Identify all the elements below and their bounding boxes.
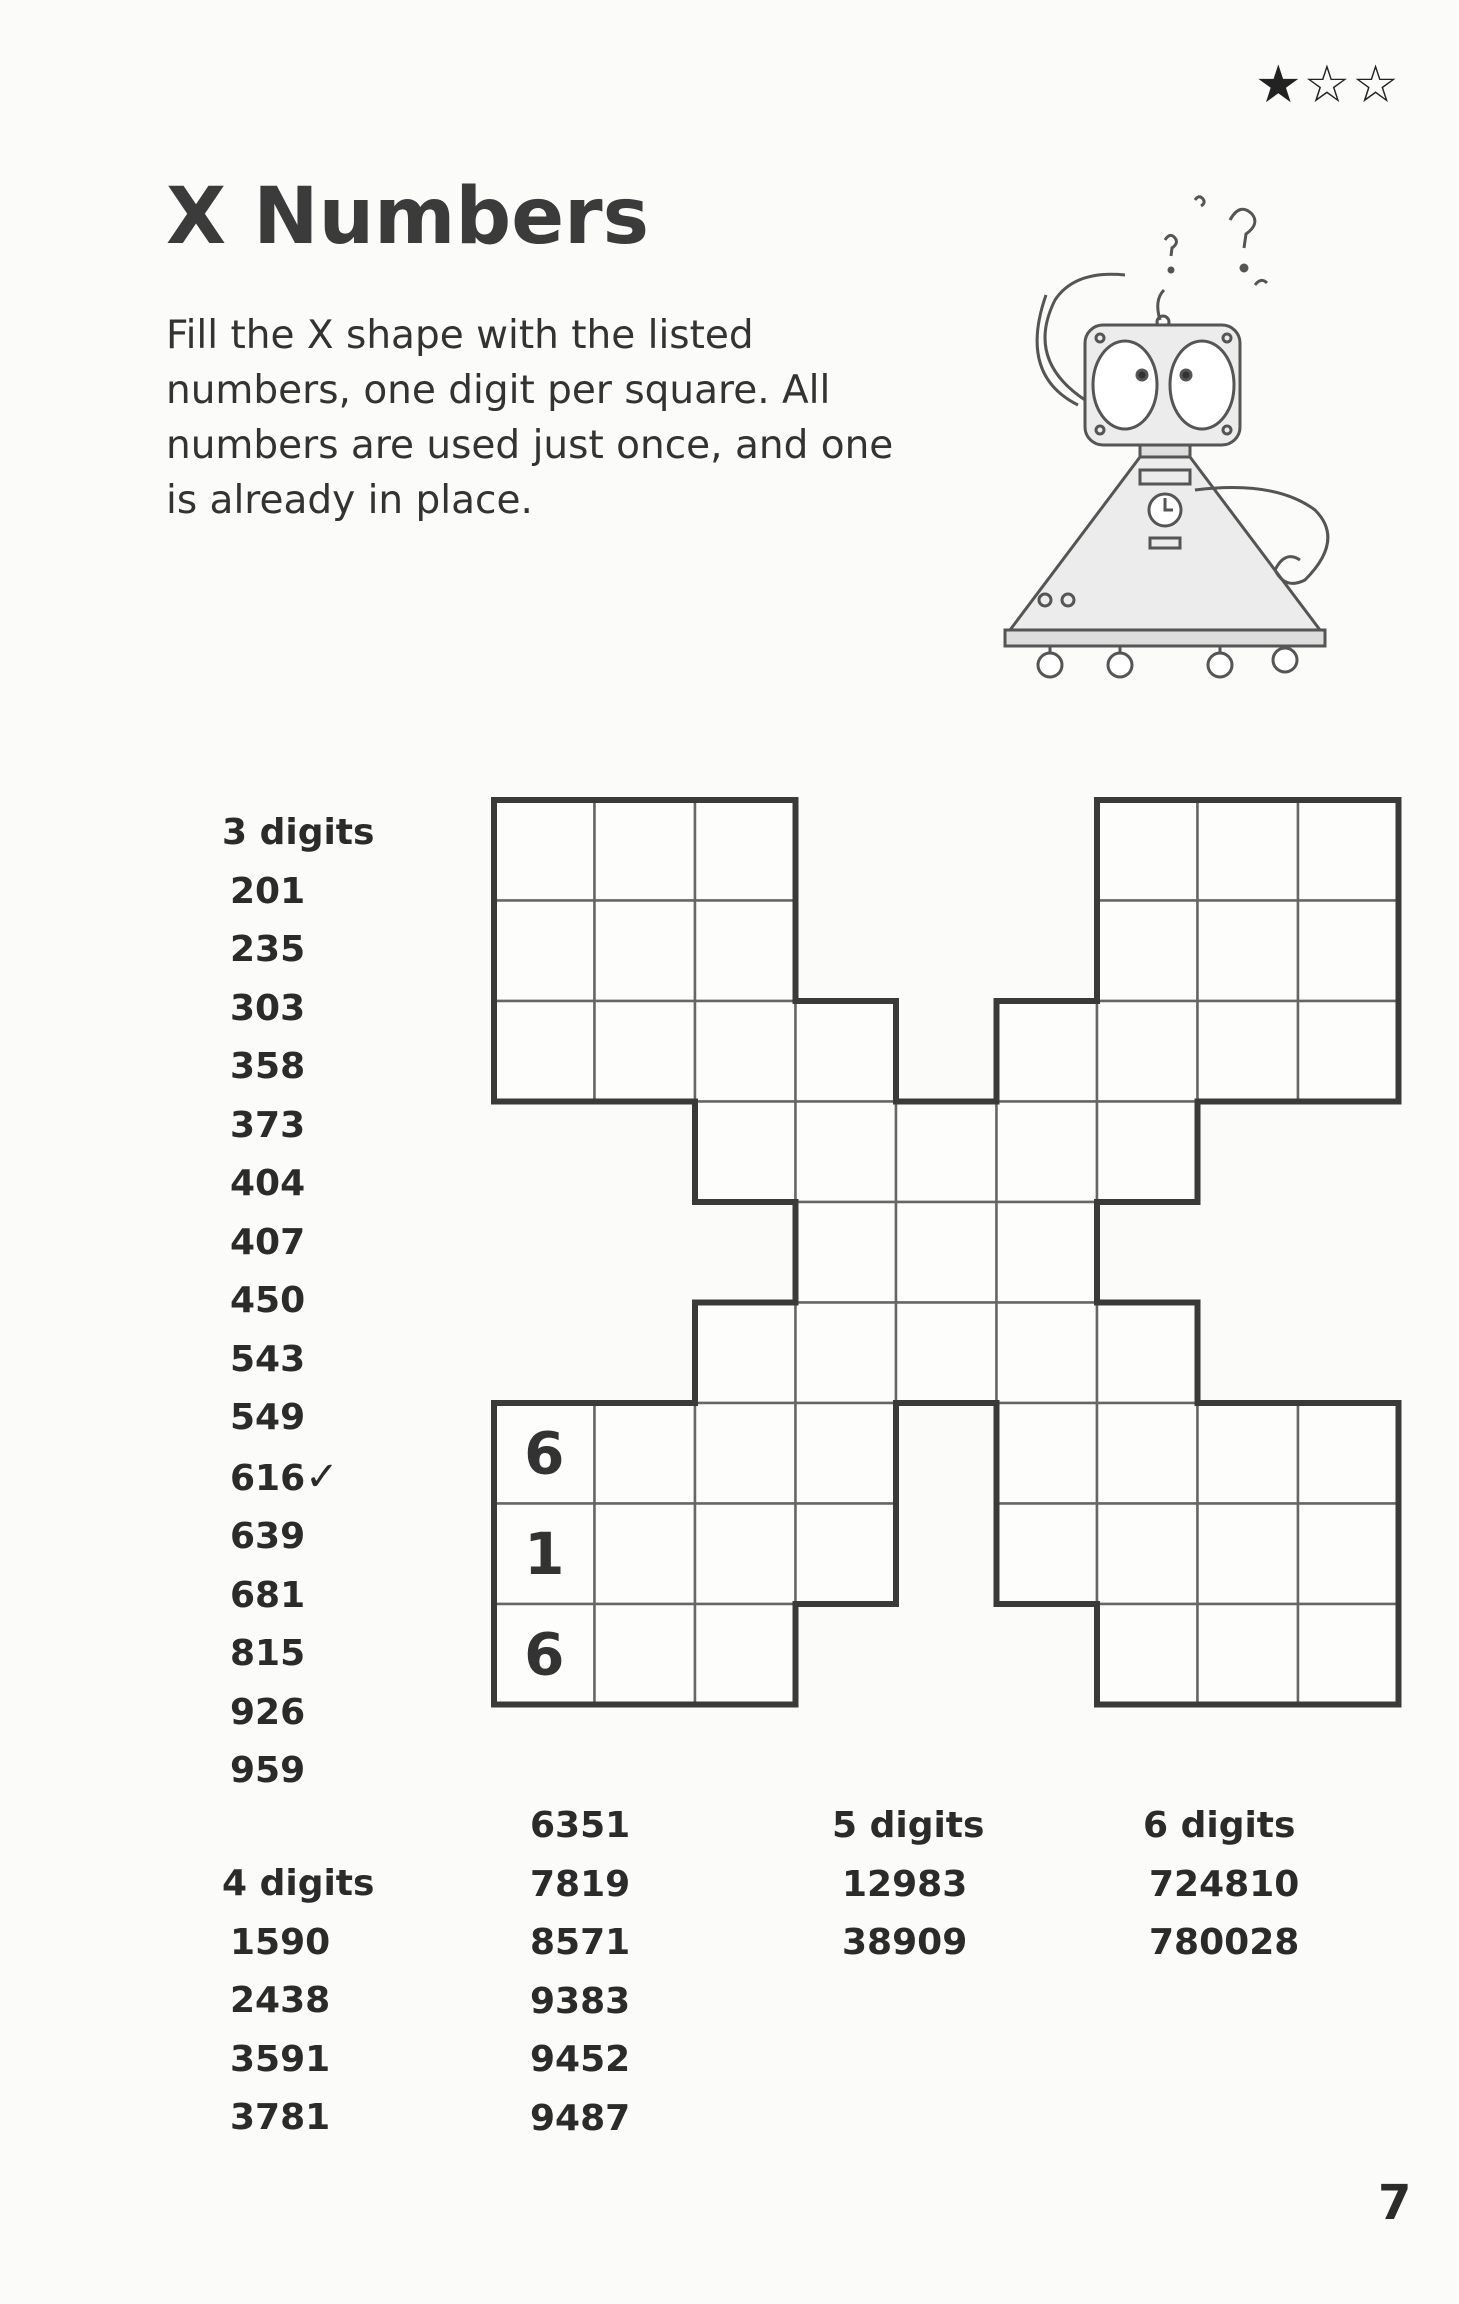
- number-entry: 303: [230, 987, 306, 1029]
- grid-cell[interactable]: [896, 1303, 997, 1404]
- grid-cell[interactable]: [1298, 800, 1399, 901]
- six-digit-header: 6 digits: [1143, 1805, 1296, 1846]
- check-mark-icon: ✓: [305, 1453, 339, 1500]
- grid-cell[interactable]: [1097, 1504, 1198, 1605]
- number-entry: 3591: [230, 2038, 331, 2080]
- number-entry: 450: [230, 1280, 306, 1321]
- given-digit: 1: [524, 1519, 565, 1588]
- grid-cell[interactable]: [695, 1001, 796, 1102]
- number-entry: 2438: [230, 1980, 331, 2021]
- number-entry: 616✓: [230, 1453, 339, 1500]
- number-entry: 6351: [530, 1805, 631, 1846]
- number-entry: 373: [230, 1104, 306, 1146]
- instructions-text: Fill the X shape with the listed numbers, one digit per square. All numbers are used just once, and one is already in place.: [166, 313, 894, 523]
- number-entry: 724810: [1149, 1863, 1300, 1905]
- number-entry: 681: [230, 1574, 306, 1616]
- grid-cell[interactable]: [595, 901, 696, 1002]
- four-digit-list-continued: [530, 1797, 630, 2148]
- grid-cell[interactable]: [1097, 1403, 1198, 1504]
- grid-cell[interactable]: [796, 1001, 897, 1102]
- grid-cell[interactable]: [1097, 1604, 1198, 1705]
- number-entry: 1590: [230, 1921, 331, 1963]
- number-entry: 780028: [1149, 1922, 1300, 1963]
- grid-cell[interactable]: [997, 1001, 1098, 1102]
- three-digit-header: 3 digits: [222, 812, 375, 853]
- grid-cell[interactable]: [796, 1102, 897, 1203]
- number-entry: 407: [230, 1221, 306, 1263]
- given-digit: 6: [524, 1620, 565, 1689]
- five-digit-header: 5 digits: [832, 1805, 985, 1846]
- grid-cell[interactable]: [695, 1303, 796, 1404]
- number-entry: 358: [230, 1046, 306, 1087]
- number-entry: 201: [230, 870, 306, 912]
- grid-cell[interactable]: [1097, 901, 1198, 1002]
- grid-cell[interactable]: [494, 1001, 595, 1102]
- number-entry: 8571: [530, 1922, 631, 1963]
- grid-cell[interactable]: [695, 800, 796, 901]
- grid-cell[interactable]: [595, 1403, 696, 1504]
- number-entry: 9452: [530, 2039, 631, 2080]
- four-digit-list: [222, 1855, 374, 2148]
- grid-cell[interactable]: [1097, 1001, 1198, 1102]
- grid-cell[interactable]: [1198, 1403, 1299, 1504]
- grid-cell[interactable]: [796, 1202, 897, 1303]
- number-entry: 3781: [230, 2097, 331, 2138]
- number-entry: 549: [230, 1397, 306, 1438]
- grid-cell[interactable]: [997, 1303, 1098, 1404]
- five-digit-list: [832, 1797, 984, 1973]
- number-entry: 9383: [530, 1980, 631, 2022]
- number-entry: 639: [230, 1516, 306, 1557]
- grid-cell[interactable]: [494, 901, 595, 1002]
- grid-cell[interactable]: [1097, 1303, 1198, 1404]
- grid-cell[interactable]: [595, 1001, 696, 1102]
- grid-cell[interactable]: [1298, 1504, 1399, 1605]
- grid-cell[interactable]: [695, 1102, 796, 1203]
- grid-cell[interactable]: [1198, 1604, 1299, 1705]
- number-entry: 38909: [842, 1922, 968, 1963]
- number-entry: 959: [230, 1750, 306, 1791]
- grid-cell[interactable]: [1298, 901, 1399, 1002]
- grid-cell[interactable]: [997, 1102, 1098, 1203]
- number-entry: 815: [230, 1633, 306, 1674]
- number-entry: 9487: [530, 2097, 631, 2139]
- number-entry: 543: [230, 1338, 306, 1380]
- grid-cell[interactable]: [1198, 1504, 1299, 1605]
- number-entry: 235: [230, 929, 306, 970]
- grid-cell[interactable]: [796, 1504, 897, 1605]
- grid-cell[interactable]: [997, 1403, 1098, 1504]
- grid-cell[interactable]: [796, 1403, 897, 1504]
- number-entry: 7819: [530, 1863, 631, 1905]
- grid-cell[interactable]: [1097, 1102, 1198, 1203]
- grid-cell[interactable]: [1198, 1001, 1299, 1102]
- number-entry: 404: [230, 1163, 306, 1204]
- grid-cell[interactable]: [1198, 800, 1299, 901]
- grid-cell[interactable]: [1298, 1604, 1399, 1705]
- grid-cell[interactable]: [796, 1303, 897, 1404]
- grid-cell[interactable]: [595, 1504, 696, 1605]
- grid-cell[interactable]: [1298, 1001, 1399, 1102]
- grid-cell[interactable]: [595, 1604, 696, 1705]
- six-digit-list: [1143, 1797, 1299, 1973]
- number-entry: 926: [230, 1691, 306, 1733]
- page-title: X Numbers: [166, 172, 650, 262]
- grid-cell[interactable]: [695, 1504, 796, 1605]
- grid-cell[interactable]: [1097, 800, 1198, 901]
- difficulty-stars: ★☆☆: [1255, 55, 1401, 115]
- grid-cell[interactable]: [695, 901, 796, 1002]
- grid-cell[interactable]: [595, 800, 696, 901]
- given-digit: 6: [524, 1419, 565, 1488]
- grid-cell[interactable]: [896, 1102, 997, 1203]
- grid-cell[interactable]: [896, 1202, 997, 1303]
- grid-cell[interactable]: [695, 1604, 796, 1705]
- grid-cell[interactable]: [1298, 1403, 1399, 1504]
- three-digit-list: [222, 804, 374, 1801]
- grid-cell[interactable]: [695, 1403, 796, 1504]
- grid-cell[interactable]: [1198, 901, 1299, 1002]
- grid-cell[interactable]: [997, 1202, 1098, 1303]
- grid-cell[interactable]: [997, 1504, 1098, 1605]
- four-digit-header: 4 digits: [222, 1863, 375, 1904]
- page-number: 7: [1378, 2175, 1412, 2231]
- number-entry: 12983: [842, 1863, 968, 1905]
- grid-cell[interactable]: [494, 800, 595, 901]
